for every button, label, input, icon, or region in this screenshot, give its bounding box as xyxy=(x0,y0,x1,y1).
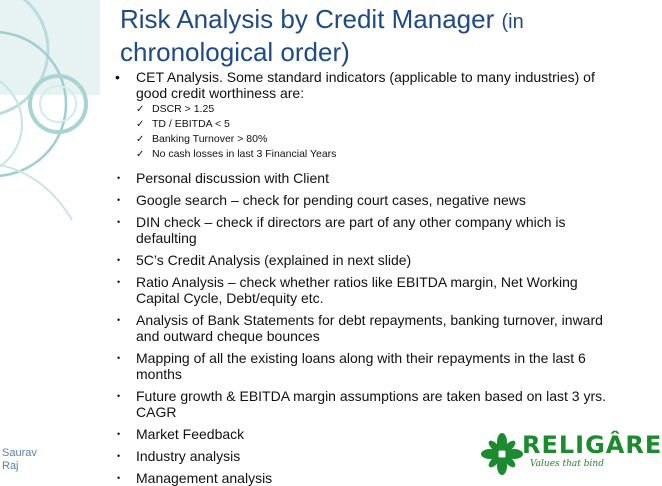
step-item xyxy=(108,388,623,420)
checkmark-icon: ✓ xyxy=(136,119,145,130)
bullet-icon: • xyxy=(117,473,121,483)
step-item xyxy=(108,170,623,186)
checkmark-icon: ✓ xyxy=(136,104,145,115)
bullet-icon: • xyxy=(117,195,121,205)
indicator-text: Banking Turnover > 80% xyxy=(152,133,268,145)
indicator-item xyxy=(108,118,623,131)
indicator-text: DSCR > 1.25 xyxy=(152,103,215,115)
author-first-name: Saurav xyxy=(2,447,37,459)
slide-title xyxy=(120,4,630,67)
step-text: Analysis of Bank Statements for debt repayments, banking turnover, inward and outward cheque bounces xyxy=(136,312,603,344)
checkmark-icon: ✓ xyxy=(136,149,145,160)
indicator-item xyxy=(108,133,623,146)
step-text: DIN check – check if directors are part of any other company which is defaulting xyxy=(136,214,566,246)
checkmark-icon: ✓ xyxy=(136,134,145,145)
author-label xyxy=(2,447,37,473)
step-text: Personal discussion with Client xyxy=(136,170,329,186)
title-in: (in xyxy=(501,11,524,33)
logo-tagline: Values that bind xyxy=(530,459,604,469)
bullet-icon: • xyxy=(117,391,121,401)
step-item xyxy=(108,192,623,208)
religare-logo xyxy=(478,428,662,479)
indicator-text: TD / EBITDA < 5 xyxy=(152,118,230,130)
bullet-icon: • xyxy=(117,173,121,183)
bullet-icon: • xyxy=(117,277,121,287)
logo-wordmark: RELIGÂRE xyxy=(522,431,662,459)
indicator-text: No cash losses in last 3 Financial Years xyxy=(152,148,337,160)
title-main: Risk Analysis by Credit Manager xyxy=(120,4,495,34)
step-item xyxy=(108,350,623,382)
step-item xyxy=(108,252,623,268)
step-text: Management analysis xyxy=(136,470,273,486)
bullet-icon: • xyxy=(117,429,121,439)
step-text: Ratio Analysis – check whether ratios like EBITDA margin, Net Working Capital Cycle, Debt/equity etc. xyxy=(136,274,578,306)
bullet-icon: • xyxy=(117,217,121,227)
intro-text: CET Analysis. Some standard indicators (applicable to many industries) of good credit worthiness are: xyxy=(136,69,595,101)
step-item xyxy=(108,274,623,306)
bullet-icon: • xyxy=(117,353,121,363)
decorative-circles xyxy=(0,0,110,300)
intro-item xyxy=(108,69,623,101)
step-text: Future growth & EBITDA margin assumptions are taken based on last 3 yrs. CAGR xyxy=(136,388,606,420)
bullet-icon: • xyxy=(117,255,121,265)
step-item xyxy=(108,312,623,344)
bullet-icon: • xyxy=(115,69,120,85)
bullet-icon: • xyxy=(117,315,121,325)
title-line2: chronological order) xyxy=(120,37,350,67)
indicator-item xyxy=(108,148,623,161)
slide-body xyxy=(108,69,623,486)
step-text: Industry analysis xyxy=(136,448,241,464)
author-last-name: Raj xyxy=(2,460,19,472)
step-item xyxy=(108,214,623,246)
step-text: Mapping of all the existing loans along with their repayments in the last 6 months xyxy=(136,350,586,382)
bullet-icon: • xyxy=(117,451,121,461)
step-text: Market Feedback xyxy=(136,426,245,442)
step-text: Google search – check for pending court cases, negative news xyxy=(136,192,526,208)
leaf-cluster-icon xyxy=(480,432,524,476)
indicator-item xyxy=(108,103,623,116)
step-text: 5C’s Credit Analysis (explained in next slide) xyxy=(136,252,412,268)
